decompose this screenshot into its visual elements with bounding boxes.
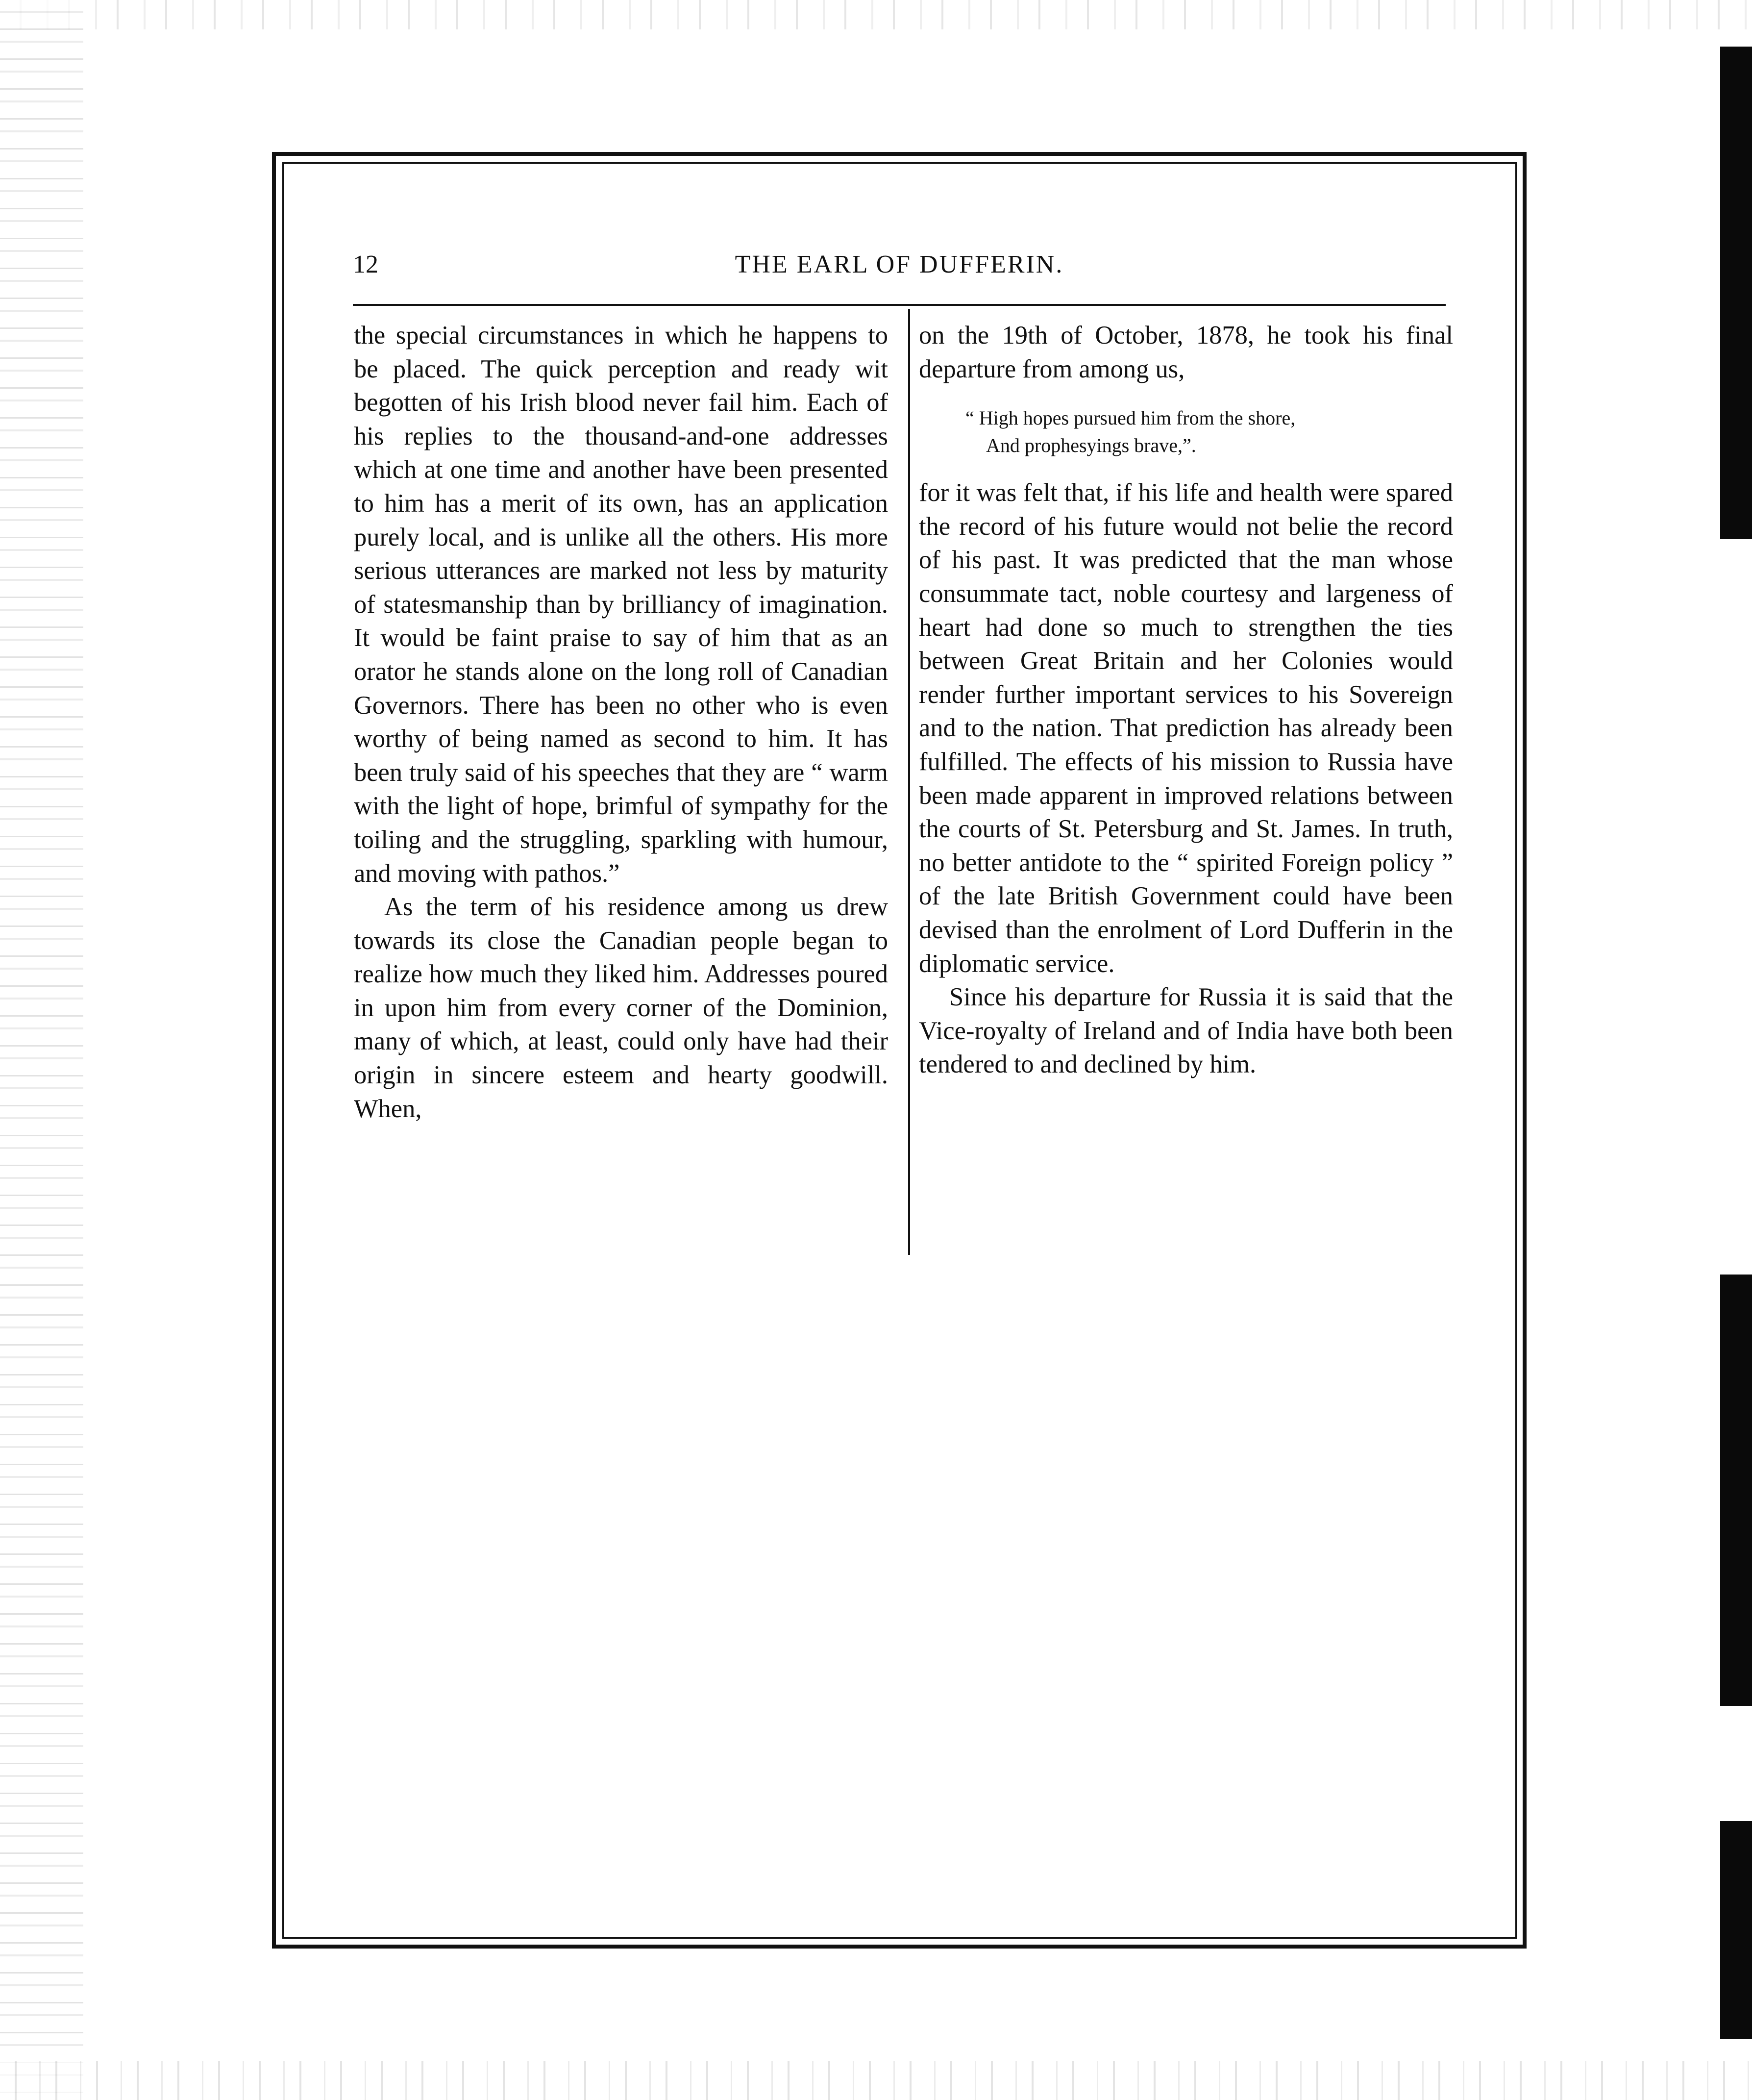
verse-quote bbox=[965, 404, 1453, 459]
verse-line-1: “ High hopes pursued him from the shore, bbox=[965, 407, 1296, 429]
left-paragraph-1: the special circumstances in which he happens to be placed. The quick perception and ready wit begotten of his Irish blood never fail him. Each of his replies to the thousand-and-one addresses which at one time and another have been presented to him has a merit of its own, has an application purely local, and is unlike all the others. His more serious utterances are marked not less by maturity of statesmanship than by brilliancy of imagination. It would be faint praise to say of him that as an orator he stands alone on the long roll of Canadian Governors. There has been no other who is even worthy of being named as second to him. It has been truly said of his speeches that they are “ warm with the light of hope, brimful of sympathy for the toiling and the struggling, sparkling with humour, and moving with pathos.” bbox=[354, 321, 888, 888]
running-title: THE EARL OF DUFFERIN. bbox=[735, 250, 1064, 278]
right-paragraph-1: on the 19th of October, 1878, he took his final departure from among us, bbox=[919, 321, 1453, 383]
scan-edge-bar-middle bbox=[1720, 1275, 1752, 1706]
scan-edge-left bbox=[0, 0, 83, 2100]
right-column bbox=[919, 319, 1453, 1081]
scan-edge-bottom bbox=[0, 2061, 1752, 2100]
right-paragraph-3: Since his departure for Russia it is said that the Vice-royalty of Ireland and of India have both been tendered to and declined by him. bbox=[919, 983, 1453, 1079]
scan-edge-top bbox=[0, 0, 1752, 29]
header-rule bbox=[353, 304, 1446, 306]
left-paragraph-2: As the term of his residence among us drew towards its close the Canadian people began to realize how much they liked him. Addresses poured in upon him from every corner of the Dominion, many of which, at least, could only have had their origin in sincere esteem and hearty goodwill. When, bbox=[354, 893, 888, 1123]
verse-line-2: And prophesyings brave,”. bbox=[986, 434, 1196, 457]
scan-edge-bar-bottom bbox=[1720, 1821, 1752, 2039]
page-header bbox=[353, 245, 1446, 284]
left-column bbox=[354, 319, 888, 1125]
right-paragraph-2: for it was felt that, if his life and health were spared the record of his future would not belie the record of his past. It was predicted that the man whose consummate tact, noble courtesy and largeness of heart had done so much to strengthen the ties between Great Britain and her Colonies would render further important services to his Sovereign and to the nation. That prediction has already been fulfilled. The effects of his mission to Russia have been made apparent in improved relations between the courts of St. Petersburg and St. James. In truth, no better antidote to the “ spirited Foreign policy ” of the late British Government could have been devised than the enrolment of Lord Dufferin in the diplomatic service. bbox=[919, 478, 1453, 978]
page-number: 12 bbox=[353, 250, 378, 278]
column-divider bbox=[908, 309, 910, 1255]
scan-edge-bar-top bbox=[1720, 47, 1752, 539]
